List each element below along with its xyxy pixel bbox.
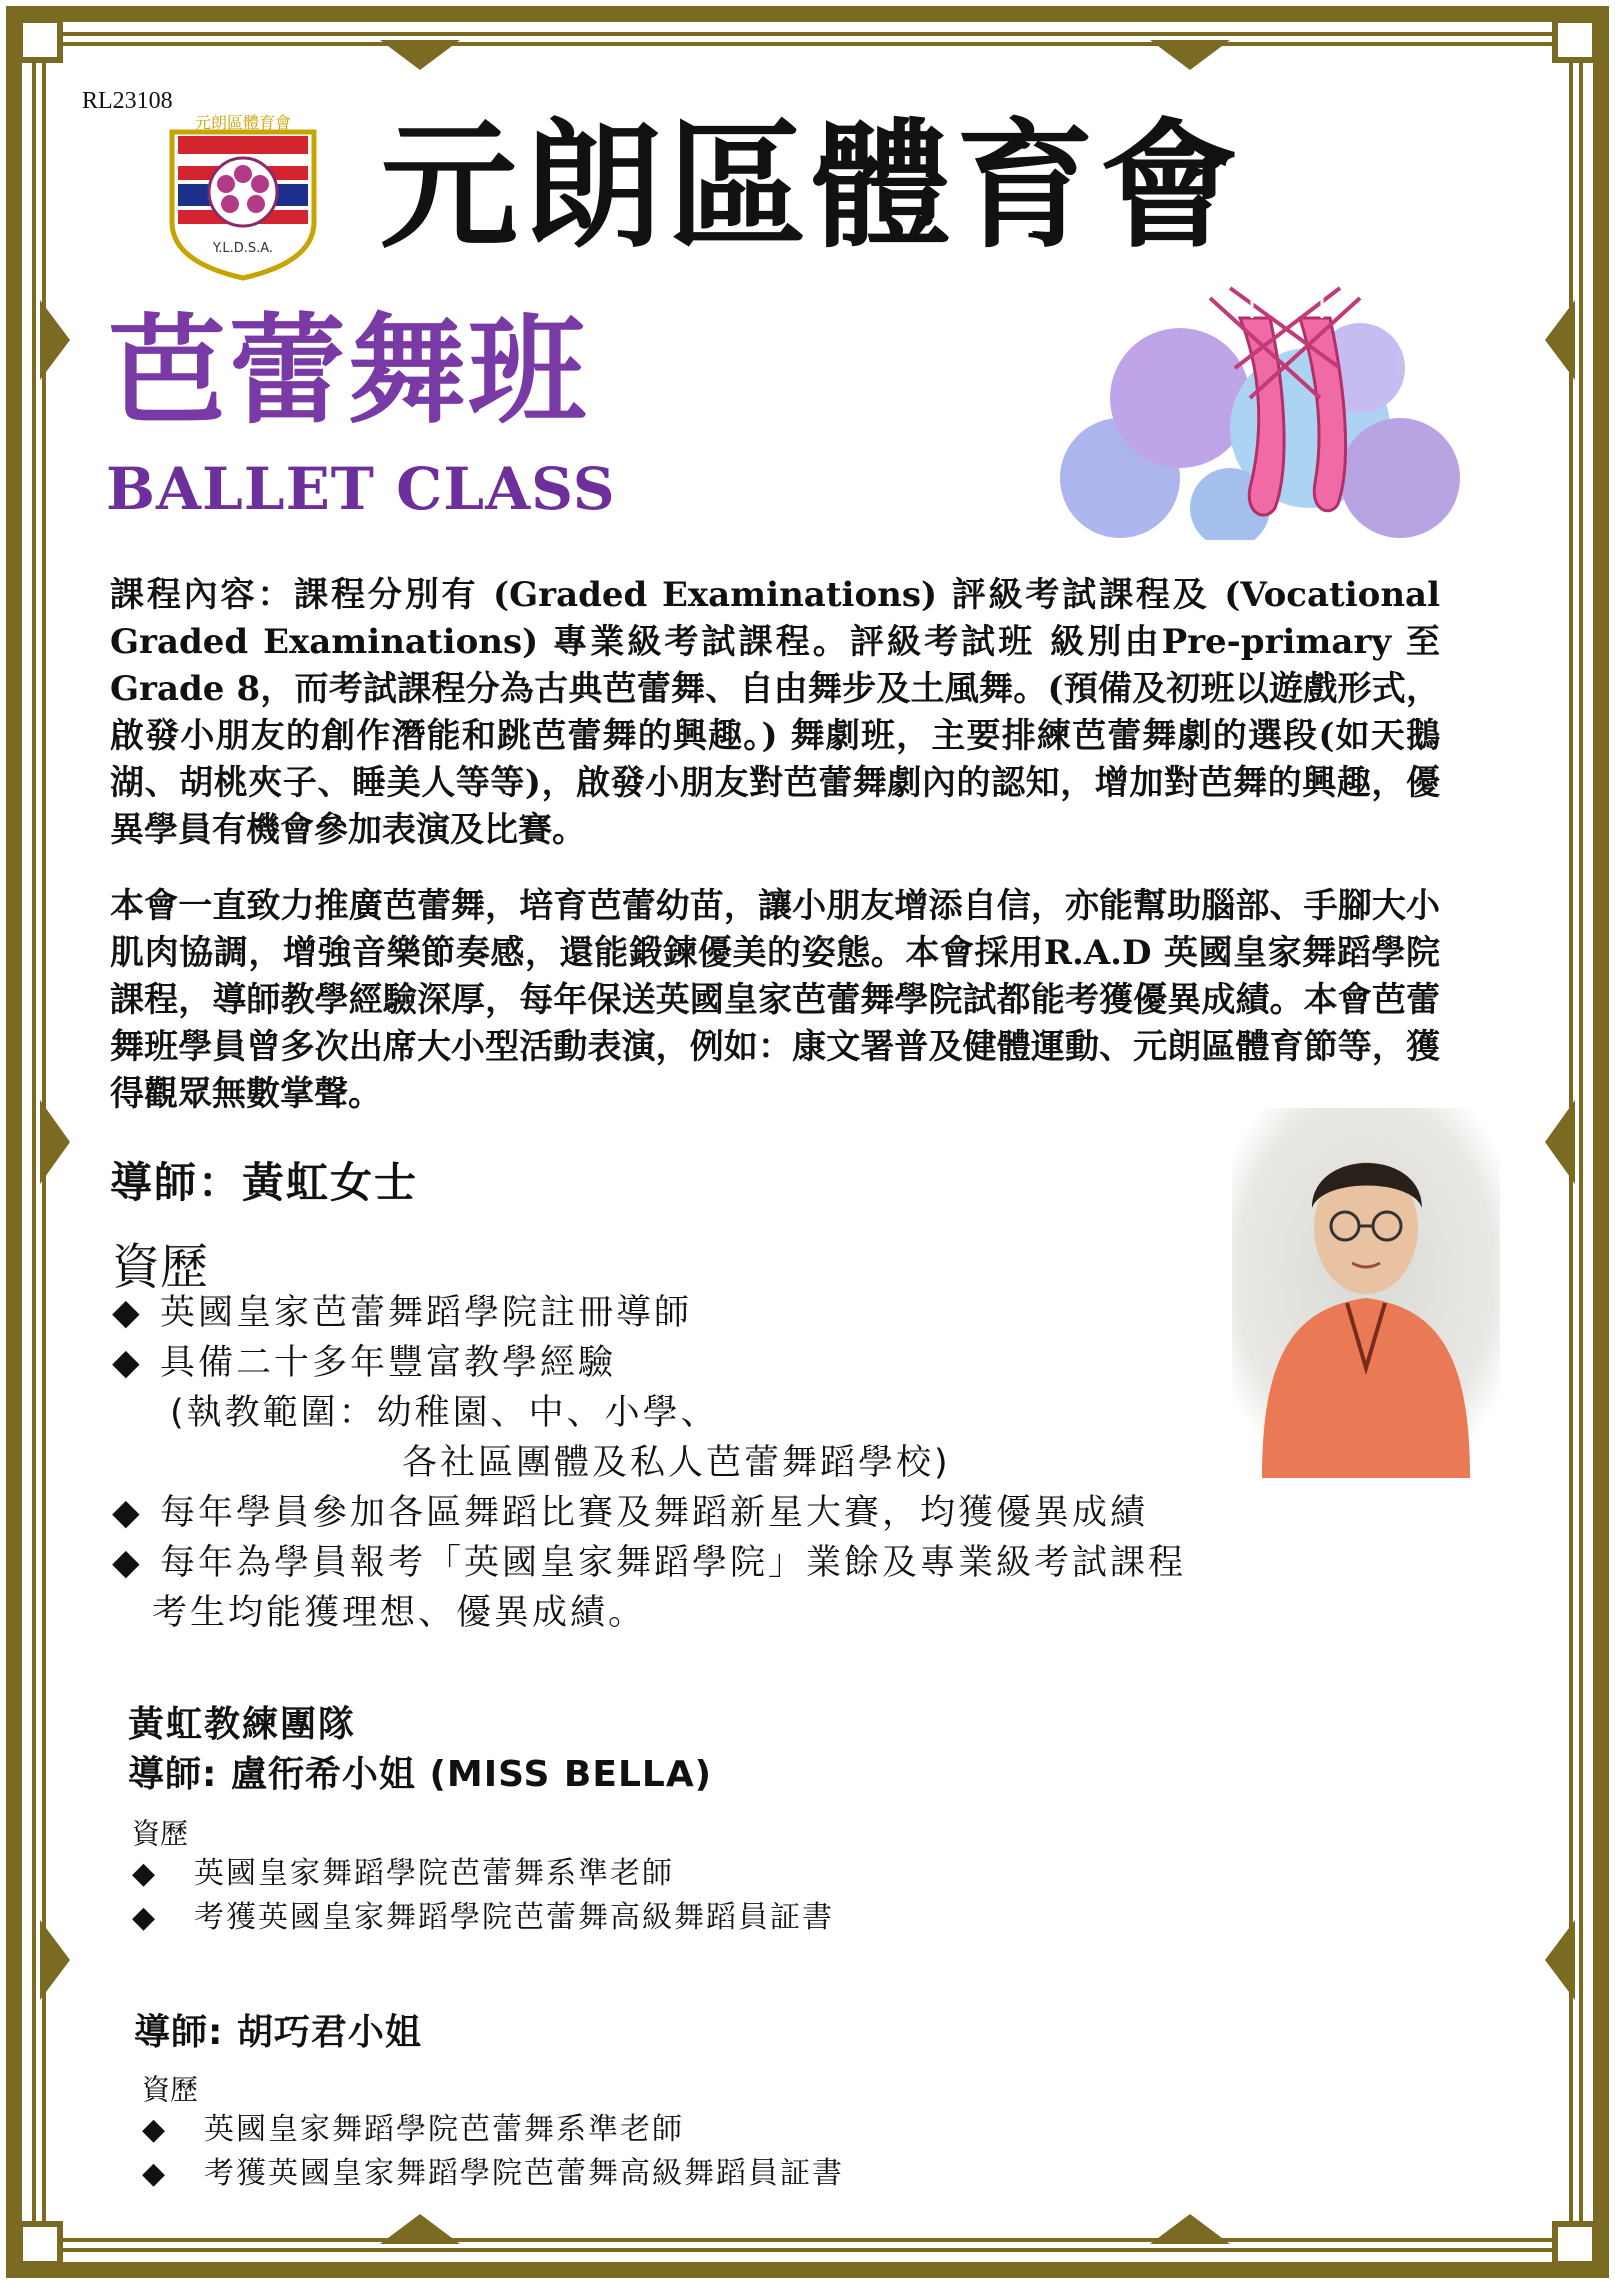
list-item: ◆ 英國皇家舞蹈學院芭蕾舞系準老師 bbox=[132, 1852, 834, 1896]
association-intro-paragraph: 本會一直致力推廣芭蕾舞，培育芭蕾幼苗，讓小朋友增添自信，亦能幫助腦部、手腳大小肌肉協調，增強音樂節奏感，還能鍛鍊優美的姿態。本會採用R.A.D 英國皇家舞蹈學院課程，導師教學經驗深厚，每年保送英國皇家芭蕾舞學院試都能考獲優異成績。本會芭蕾舞班學員曾多次出席大小型活動表演，例如：康文署普及健體運動、元朗區體育節等，獲得觀眾無數掌聲。 bbox=[110, 886, 1440, 1114]
logo-bottom-text: Y.L.D.S.A. bbox=[212, 241, 274, 256]
diamond-bullet-icon: ◆ bbox=[142, 2156, 168, 2191]
diamond-bullet-icon: ◆ bbox=[112, 1492, 143, 1533]
tutor-bella-qualifications bbox=[132, 1852, 834, 1940]
organization-title: 元朗區體育會 bbox=[380, 106, 1245, 267]
list-item: ◆ 具備二十多年豐富教學經驗 bbox=[112, 1338, 1312, 1388]
diamond-bullet-icon: ◆ bbox=[112, 1342, 143, 1383]
diamond-bullet-icon: ◆ bbox=[142, 2112, 168, 2147]
list-item: ◆ 每年為學員報考「英國皇家舞蹈學院」業餘及專業級考試課程 bbox=[112, 1538, 1312, 1588]
list-item-continuation: (執教範圍：幼稚園、中、小學、 bbox=[170, 1393, 719, 1433]
ballet-shoes-illustration bbox=[1060, 278, 1490, 540]
course-content-paragraph: 課程內容：課程分別有 (Graded Examinations) 評級考試課程及 (Vocational Graded Examinations) 專業級考試課程。評級考試班 級別由Pre-primary 至 Grade 8，而考試課程分為古典芭蕾舞、自由舞步及土風舞。(預備及初班以遊戲形式，啟發小朋友的創作潛能和跳芭蕾舞的興趣。) 舞劇班，主要排練芭蕾舞劇的選段(如天鵝湖、胡桃夾子、睡美人等等)，啟發小朋友對芭蕾舞劇內的認知，增加對芭舞的興趣，優異學員有機會參加表演及比賽。 bbox=[110, 575, 1440, 850]
main-tutor-cv-heading: 資歷 bbox=[112, 1239, 209, 1295]
diamond-bullet-icon: ◆ bbox=[132, 1900, 158, 1935]
list-item: ◆ 每年學員參加各區舞蹈比賽及舞蹈新星大賽，均獲優異成績 bbox=[112, 1488, 1312, 1538]
class-title-zh: 芭蕾舞班 bbox=[108, 302, 589, 440]
diamond-bullet-icon: ◆ bbox=[112, 1292, 143, 1333]
tutor-bella-cv-heading: 資歷 bbox=[132, 1817, 189, 1850]
tutor-wu-qualifications bbox=[142, 2108, 844, 2196]
document-code: RL23108 bbox=[82, 88, 173, 114]
team-title: 黃虹教練團隊 bbox=[128, 1704, 357, 1745]
list-item: ◆ 英國皇家芭蕾舞蹈學院註冊導師 bbox=[112, 1288, 1312, 1338]
class-title-en: BALLET CLASS bbox=[106, 455, 616, 523]
tutor-wu-heading: 導師: 胡巧君小姐 bbox=[134, 2012, 422, 2053]
logo-arc-text: 元朗區體育會 bbox=[194, 113, 292, 132]
diamond-bullet-icon: ◆ bbox=[132, 1856, 158, 1891]
list-item-continuation: 各社區團體及私人芭蕾舞蹈學校) bbox=[402, 1443, 951, 1483]
main-tutor-qualifications bbox=[112, 1288, 1312, 1638]
association-logo bbox=[152, 112, 334, 282]
diamond-bullet-icon: ◆ bbox=[112, 1542, 143, 1583]
main-tutor-heading: 導師：黃虹女士 bbox=[110, 1158, 419, 1207]
list-item: ◆ 考獲英國皇家舞蹈學院芭蕾舞高級舞蹈員証書 bbox=[142, 2152, 844, 2196]
list-item: ◆ 英國皇家舞蹈學院芭蕾舞系準老師 bbox=[142, 2108, 844, 2152]
tutor-bella-heading: 導師: 盧衎希小姐 (MISS BELLA) bbox=[128, 1754, 713, 1795]
list-item-continuation: 考生均能獲理想、優異成績。 bbox=[152, 1593, 647, 1633]
list-item: ◆ 考獲英國皇家舞蹈學院芭蕾舞高級舞蹈員証書 bbox=[132, 1896, 834, 1940]
tutor-wu-cv-heading: 資歷 bbox=[142, 2073, 199, 2106]
